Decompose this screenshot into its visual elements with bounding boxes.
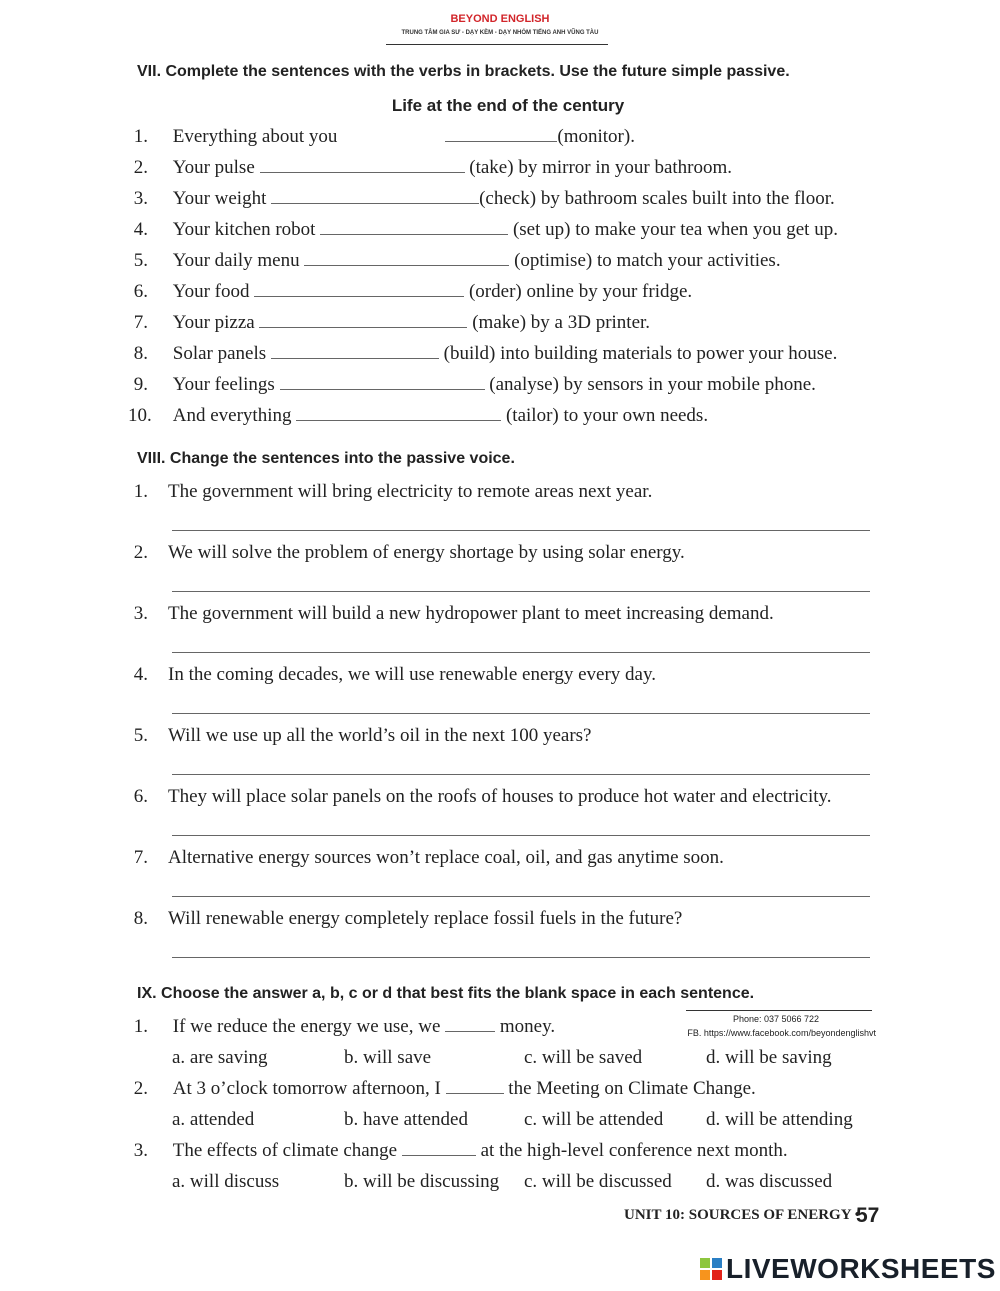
- option-c[interactable]: c. will be discussed: [524, 1171, 672, 1192]
- item-number: 1.: [133, 126, 148, 147]
- list-item: [128, 542, 685, 564]
- item-number: 5.: [133, 250, 148, 271]
- item-sentence: The government will build a new hydropower plant to meet increasing demand.: [168, 603, 774, 624]
- option-a[interactable]: a. are saving: [172, 1047, 268, 1068]
- item-sentence: In the coming decades, we will use renewable energy every day.: [168, 664, 656, 685]
- item-number: 7.: [133, 847, 148, 868]
- item-prefix: Your kitchen robot: [172, 219, 316, 240]
- question-prefix: At 3 o’clock tomorrow afternoon, I: [172, 1078, 441, 1099]
- answer-blank[interactable]: [445, 1016, 495, 1032]
- liveworksheets-logo-icon: [700, 1258, 722, 1280]
- list-item: [128, 374, 816, 396]
- item-number: 2.: [133, 542, 148, 563]
- item-prefix: And everything: [172, 405, 292, 426]
- answer-blank[interactable]: [304, 250, 509, 266]
- question-suffix: the Meeting on Climate Change.: [508, 1078, 756, 1099]
- item-prefix: Solar panels: [172, 343, 267, 364]
- header-rule: [386, 44, 608, 45]
- list-item: [128, 725, 591, 747]
- list-item: [128, 481, 652, 503]
- section-8-heading: VIII. Change the sentences into the passive voice.: [137, 450, 515, 467]
- answer-line[interactable]: [172, 774, 870, 775]
- header-title: BEYOND ENGLISH: [450, 13, 550, 25]
- liveworksheets-brand[interactable]: LIVEWORKSHEETS: [726, 1253, 996, 1284]
- item-number: 4.: [133, 664, 148, 685]
- item-suffix: (take) by mirror in your bathroom.: [469, 157, 733, 178]
- list-item: [128, 603, 774, 625]
- option-c[interactable]: c. will be saved: [524, 1047, 643, 1068]
- answer-blank[interactable]: [271, 343, 439, 359]
- item-suffix: (optimise) to match your activities.: [514, 250, 781, 271]
- item-suffix: (build) into building materials to power your house.: [443, 343, 838, 364]
- answer-blank[interactable]: [271, 188, 479, 204]
- unit-label: UNIT 10: SOURCES OF ENERGY •: [624, 1207, 860, 1223]
- item-number: 4.: [133, 219, 148, 240]
- item-sentence: We will solve the problem of energy shortage by using solar energy.: [168, 542, 685, 563]
- question-suffix: money.: [499, 1016, 556, 1037]
- item-prefix: Everything about you: [172, 126, 338, 147]
- item-suffix: (order) online by your fridge.: [468, 281, 693, 302]
- option-d[interactable]: d. will be saving: [706, 1047, 832, 1068]
- item-number: 1.: [133, 1016, 148, 1037]
- answer-line[interactable]: [172, 652, 870, 653]
- item-suffix: (tailor) to your own needs.: [505, 405, 709, 426]
- item-number: 8.: [133, 908, 148, 929]
- item-prefix: Your daily menu: [172, 250, 300, 271]
- contact-facebook: FB. https://www.facebook.com/beyondenglishvt: [687, 1028, 876, 1038]
- list-item: [128, 786, 832, 808]
- contact-phone: Phone: 037 5066 722: [732, 1014, 820, 1024]
- item-suffix: (make) by a 3D printer.: [472, 312, 651, 333]
- answer-blank[interactable]: [446, 1078, 504, 1094]
- page-number: 57: [856, 1204, 880, 1227]
- item-number: 2.: [133, 157, 148, 178]
- item-number: 3.: [133, 603, 148, 624]
- item-suffix: (monitor).: [557, 126, 635, 147]
- list-item: [128, 250, 781, 272]
- list-item: [128, 219, 838, 241]
- answer-line[interactable]: [172, 957, 870, 958]
- answer-blank[interactable]: [320, 219, 508, 235]
- contact-rule: [686, 1010, 872, 1011]
- list-item: [128, 343, 837, 365]
- item-prefix: Your pulse: [172, 157, 255, 178]
- item-number: 3.: [133, 188, 148, 209]
- answer-blank[interactable]: [296, 405, 501, 421]
- item-sentence: Will renewable energy completely replace fossil fuels in the future?: [168, 908, 683, 929]
- item-prefix: Your weight: [172, 188, 267, 209]
- item-sentence: Will we use up all the world’s oil in the next 100 years?: [168, 725, 592, 746]
- question: [128, 1078, 756, 1100]
- option-d[interactable]: d. was discussed: [706, 1171, 833, 1192]
- item-number: 9.: [133, 374, 148, 395]
- option-b[interactable]: b. will be discussing: [344, 1171, 500, 1192]
- item-number: 5.: [133, 725, 148, 746]
- answer-blank[interactable]: [280, 374, 485, 390]
- option-d[interactable]: d. will be attending: [706, 1109, 853, 1130]
- footer-unit: [560, 1206, 860, 1224]
- answer-line[interactable]: [172, 530, 870, 531]
- list-item: [128, 126, 635, 148]
- item-sentence: The government will bring electricity to remote areas next year.: [168, 481, 653, 502]
- item-prefix: Your pizza: [172, 312, 255, 333]
- option-a[interactable]: a. will discuss: [172, 1171, 280, 1192]
- list-item: [128, 847, 724, 869]
- item-number: 10.: [128, 405, 152, 426]
- item-prefix: Your food: [172, 281, 250, 302]
- answer-line[interactable]: [172, 896, 870, 897]
- item-sentence: Alternative energy sources won’t replace coal, oil, and gas anytime soon.: [168, 847, 724, 868]
- answer-blank[interactable]: [445, 126, 557, 142]
- answer-blank[interactable]: [254, 281, 464, 297]
- item-number: 2.: [133, 1078, 148, 1099]
- list-item: [128, 405, 708, 427]
- item-number: 3.: [133, 1140, 148, 1161]
- answer-line[interactable]: [172, 835, 870, 836]
- section-7-title: Life at the end of the century: [391, 96, 625, 115]
- item-number: 6.: [133, 786, 148, 807]
- option-a[interactable]: a. attended: [172, 1109, 255, 1130]
- item-number: 1.: [133, 481, 148, 502]
- item-suffix: (set up) to make your tea when you get up.: [512, 219, 838, 240]
- list-item: [128, 664, 656, 686]
- option-b[interactable]: b. have attended: [344, 1109, 468, 1130]
- answer-blank[interactable]: [402, 1140, 476, 1156]
- question-prefix: The effects of climate change: [172, 1140, 398, 1161]
- list-item: [128, 157, 732, 179]
- answer-blank[interactable]: [260, 157, 465, 173]
- item-suffix: (analyse) by sensors in your mobile phone.: [489, 374, 816, 395]
- answer-line[interactable]: [172, 591, 870, 592]
- question: [128, 1016, 555, 1038]
- item-number: 6.: [133, 281, 148, 302]
- item-suffix: (check) by bathroom scales built into the floor.: [479, 188, 835, 209]
- item-prefix: Your feelings: [172, 374, 275, 395]
- list-item: [128, 281, 692, 303]
- item-sentence: They will place solar panels on the roofs of houses to produce hot water and electricity.: [168, 786, 832, 807]
- question-prefix: If we reduce the energy we use, we: [172, 1016, 441, 1037]
- section-7-heading: VII. Complete the sentences with the verbs in brackets. Use the future simple passive.: [137, 63, 790, 80]
- question-suffix: at the high-level conference next month.: [480, 1140, 788, 1161]
- option-b[interactable]: b. will save: [344, 1047, 432, 1068]
- question: [128, 1140, 788, 1162]
- header-subtitle: TRUNG TÂM GIA SƯ - DẠY KÈM - DẠY NHÓM TIẾNG ANH VŨNG TÀU: [401, 30, 599, 36]
- answer-line[interactable]: [172, 713, 870, 714]
- list-item: [128, 908, 682, 930]
- list-item: [128, 312, 650, 334]
- section-9-heading: IX. Choose the answer a, b, c or d that best fits the blank space in each sentence.: [137, 985, 755, 1002]
- answer-blank[interactable]: [259, 312, 467, 328]
- item-number: 8.: [133, 343, 148, 364]
- option-c[interactable]: c. will be attended: [524, 1109, 664, 1130]
- item-number: 7.: [133, 312, 148, 333]
- list-item: [128, 188, 835, 210]
